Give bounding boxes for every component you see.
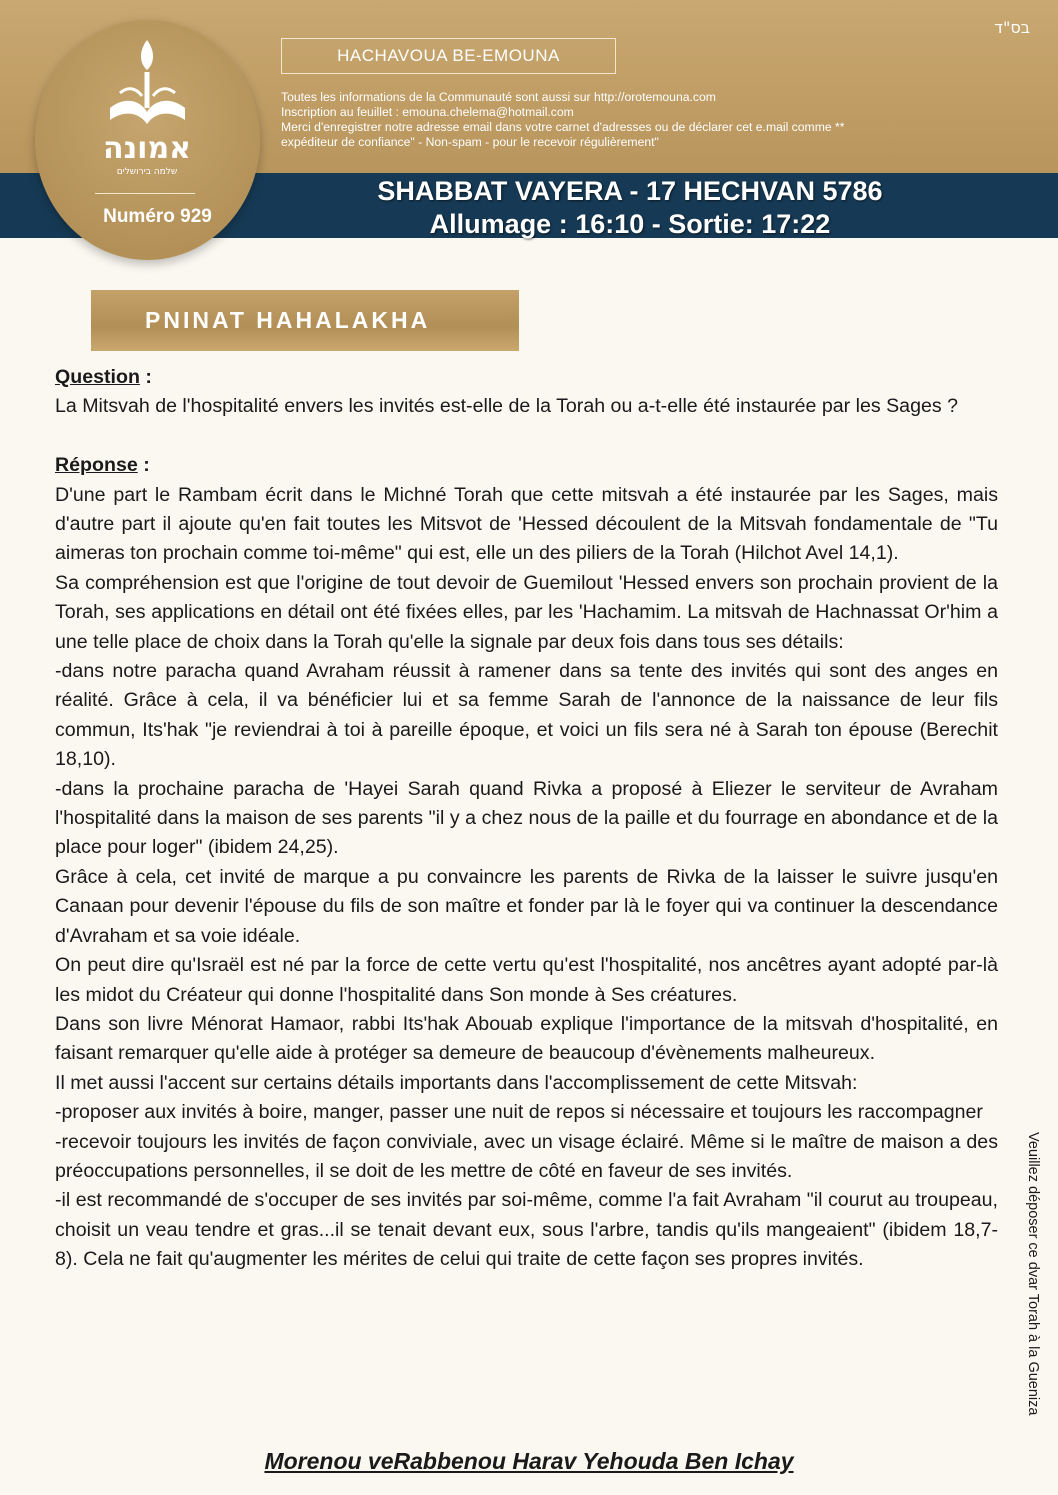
info-line: Inscription au feuillet : emouna.chelema@hotmail.com [281, 105, 574, 119]
info-line: Merci d'enregistrer notre adresse email dans votre carnet d'adresses ou de déclarer cet e.mail comme ** [281, 120, 845, 134]
newsletter-title: HACHAVOUA BE-EMOUNA [281, 38, 616, 74]
shabbat-info [300, 173, 960, 241]
paragraph: Sa compréhension est que l'origine de tout devoir de Guemilout 'Hessed envers son prochain provient de la Torah, ses applications en détail ont été fixées elles, par les 'Hachamim. La mitsvah de Hachnassat Or'him a une telle place de choix dans la Torah qu'elle la signale par deux fois dans tous ses détails: [55, 571, 998, 653]
emouna-logo [100, 38, 195, 178]
article-body [55, 363, 998, 1275]
paragraph: -dans notre paracha quand Avraham réussit à ramener dans sa tente des invités qui sont des anges en réalité. Grâce à cela, il va bénéficier lui et sa femme Sarah de l'annonce de la naissance de leur fils commun, Its'hak "je reviendrai à toi à pareille époque, et voici un fils sera né à Sarah ton épouse (Berechit 18,10). [55, 660, 998, 771]
bsd-mark: בס"ד [994, 18, 1030, 37]
shabbat-title: SHABBAT VAYERA - 17 HECHVAN 5786 [377, 176, 883, 206]
paragraph: -il est recommandé de s'occuper de ses invités par soi-même, comme l'a fait Avraham "il courut au troupeau, choisit un veau tendre et gras...il se tenait devant eux, sous l'arbre, tandis qu'ils mangeaient" (ibidem 18,7-8). Cela ne fait qu'augmenter les mérites de celui qui traite de cette façon ses propres invités. [55, 1189, 998, 1271]
question-text: La Mitsvah de l'hospitalité envers les invités est-elle de la Torah ou a-t-elle été instaurée par les Sages ? [55, 395, 959, 418]
paragraph: -dans la prochaine paracha de 'Hayei Sarah quand Rivka a proposé à Eliezer le serviteur de Avraham l'hospitalité dans la maison de ses parents "il y a chez nous de la paille et du fourrage en abondance et de la place pour loger" (ibidem 24,25). [55, 777, 998, 859]
paragraph: Grâce à cela, cet invité de marque a pu convaincre les parents de Rivka de la laisser le suivre jusqu'en Canaan pour devenir l'épouse du fils de son maître et fonder par là le foyer qui va continuer la descendance d'Avraham et sa voie idéale. [55, 865, 998, 947]
logo-text: אמונה [102, 131, 192, 166]
info-line: Toutes les informations de la Communauté sont aussi sur http://orotemouna.com [281, 90, 716, 104]
genizah-note: Veuillez déposer ce dvar Torah à la Guenizа [1025, 1132, 1041, 1416]
paragraph: Dans son livre Ménorat Hamaor, rabbi Its'hak Abouab explique l'importance de la mitsvah d'hospitalité, en faisant remarquer qu'elle aide à protéger sa demeure de beaucoup d'évènements malheureux. [55, 1012, 998, 1065]
paragraph: -recevoir toujours les invités de façon conviviale, avec un visage éclairé. Même si le maître de maison a des préoccupations personnelles, il se doit de les mettre de côté en faveur de ses invités. [55, 1130, 998, 1182]
paragraph: D'une part le Rambam écrit dans le Michné Torah que cette mitsvah a été instaurée par les Sages, mais d'autre part il ajoute qu'en fait toutes les Mitsvot de 'Hessed découlent de la Mitsvah fondamentale de "Tu aimeras ton prochain comme toi-même" qui est, elle un des piliers de la Torah (Hilchot Avel 14,1). [55, 483, 998, 565]
logo-subtext: שלמה בירושלים [116, 167, 178, 177]
paragraph: On peut dire qu'Israël est né par la force de cette vertu qu'est l'hospitalité, nos ancêtres ayant adopté par-là les midot du Créateur qui donne l'hospitalité dans Son monde à Ses créatures. [55, 954, 998, 1006]
info-block [281, 90, 981, 150]
shabbat-times: Allumage : 16:10 - Sortie: 17:22 [429, 209, 831, 239]
logo-divider [95, 193, 195, 194]
section-title: PNINAT HAHALAKHA [91, 290, 519, 351]
question-heading: Question : [55, 366, 152, 388]
answer-heading: Réponse : [55, 454, 150, 477]
paragraph: -proposer aux invités à boire, manger, passer une nuit de repos si nécessaire et toujours les raccompagner [55, 1101, 983, 1124]
issue-number: Numéro 929 [103, 206, 212, 227]
author-signature: Morenou veRabbenou Harav Yehouda Ben Ichay [264, 1448, 794, 1474]
info-line: expéditeur de confiance" - Non-spam - pour le recevoir régulièrement" [281, 135, 659, 149]
paragraph: Il met aussi l'accent sur certains détails importants dans l'accomplissement de cette Mitsvah: [55, 1071, 858, 1094]
